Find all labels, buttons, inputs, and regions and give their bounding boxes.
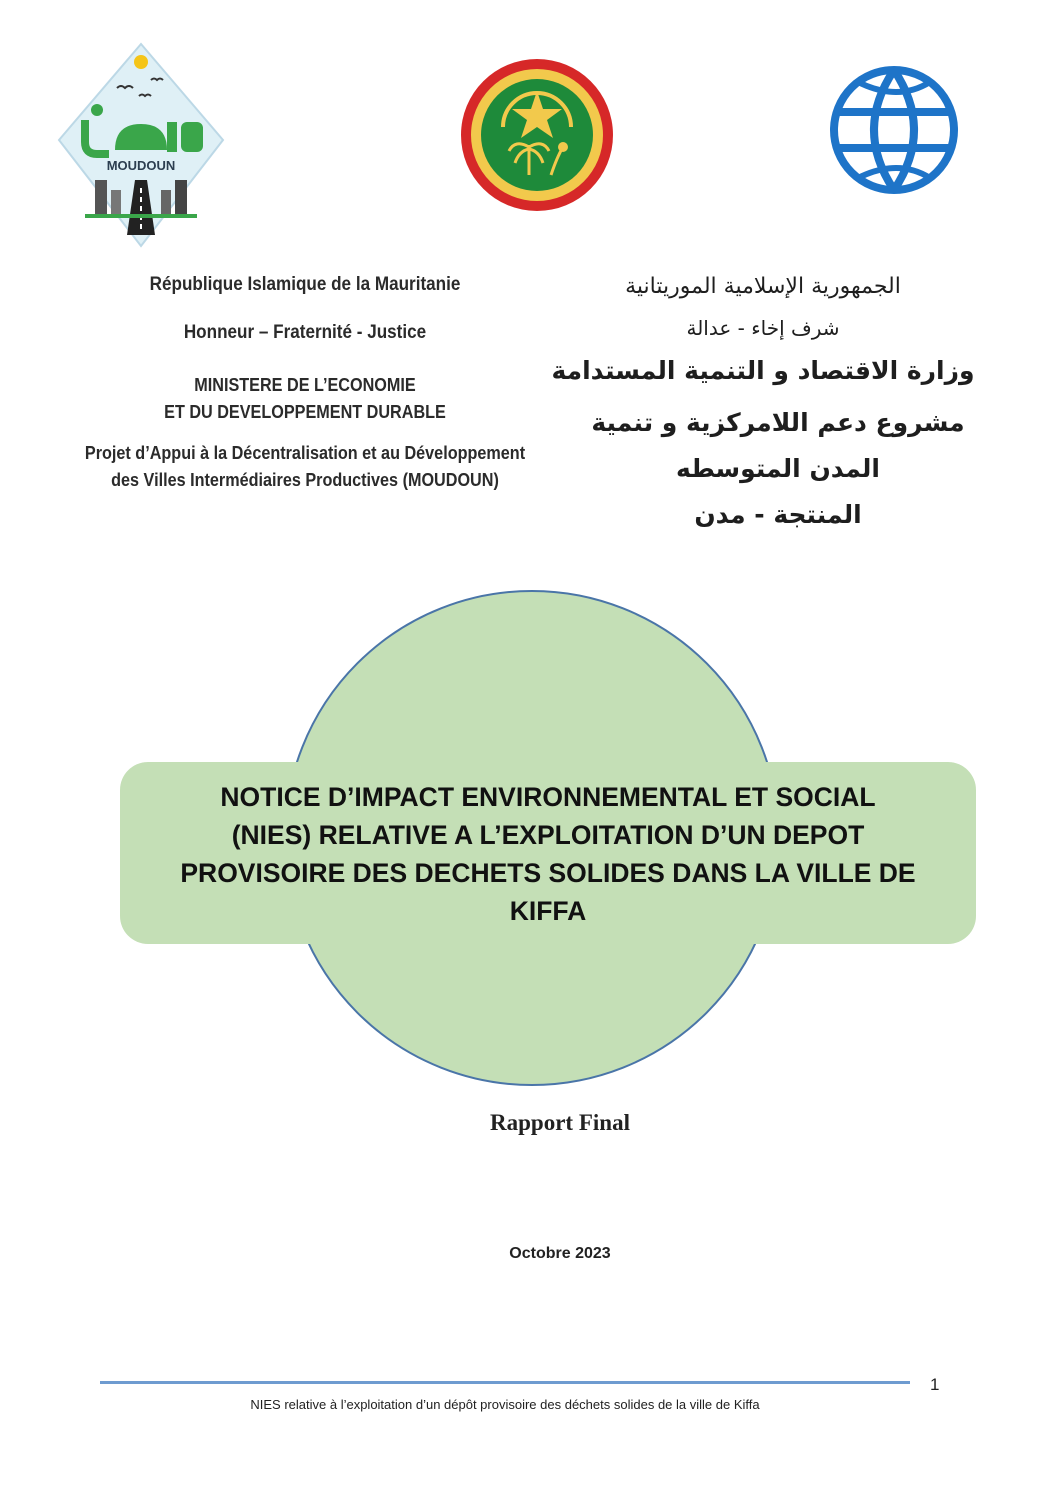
footer-text: NIES relative à l’exploitation d’un dépôt provisoire des déchets solides de la ville de Kiffa [250,1397,760,1412]
page-number: 1 [930,1375,940,1394]
report-date: Octobre 2023 [509,1245,611,1262]
project-line-1: Projet d’Appui à la Décentralisation et au Développement [84,443,526,463]
project-line-2: des Villes Intermédiaires Productives (MOUDOUN) [111,470,499,490]
ministry-name-ar: وزارة الاقتصاد و التنمية المستدامة [551,356,975,385]
project-ar-line-1: مشروع دعم اللامركزية و تنمية المدن المتوسطه [591,408,965,483]
document-title [130,778,966,930]
national-motto-ar: شرف إخاء - عدالة [686,316,840,340]
ministry-line-2: ET DU DEVELOPPEMENT DURABLE [164,402,446,422]
mauritania-national-seal-icon [459,57,615,213]
project-ar-line-2: المنتجة - مدن [694,500,862,529]
report-subtitle: Rapport Final [490,1110,630,1135]
project-name-fr [58,440,553,494]
country-name-ar: الجمهورية الإسلامية الموريتانية [625,274,901,299]
country-name-fr: République Islamique de la Mauritanie [149,274,461,295]
ministry-name-fr [85,372,526,426]
world-bank-globe-icon [828,52,960,208]
title-line-2: (NIES) RELATIVE A L’EXPLOITATION D’UN DEPOT [231,820,865,850]
footer-divider [100,1381,910,1384]
title-line-3: PROVISOIRE DES DECHETS SOLIDES DANS LA VILLE DE [180,858,916,888]
moudoun-logo [55,40,227,250]
title-line-4: KIFFA [509,896,587,926]
ministry-line-1: MINISTERE DE L’ECONOMIE [194,375,416,395]
moudoun-logo-text: MOUDOUN [106,158,176,173]
national-motto-fr: Honneur – Fraternité - Justice [183,322,427,343]
project-name-ar [558,400,998,538]
title-line-1: NOTICE D’IMPACT ENVIRONNEMENTAL ET SOCIAL [220,782,876,812]
